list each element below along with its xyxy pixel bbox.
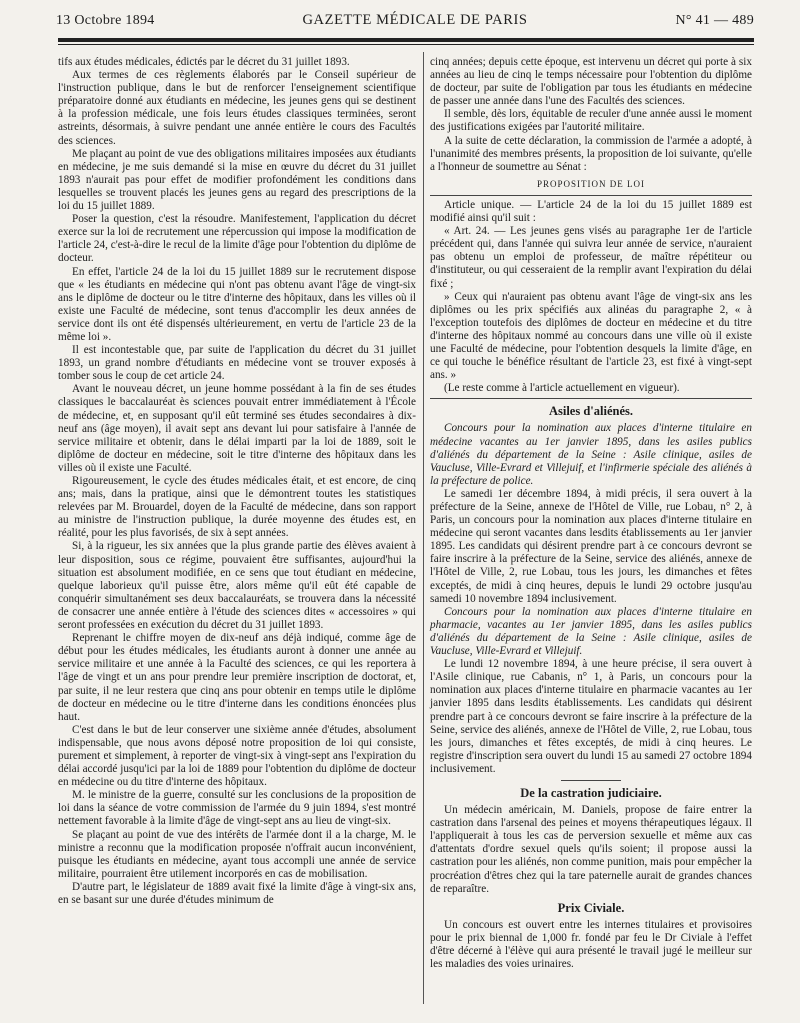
concours-heading-pharmacie: Concours pour la nomination aux places d'interne titulaire en pharmacie, vacantes au 1er janvier 1895, dans les asiles publics d'aliénés du département de la Seine : Asile clinique, asiles de Vaucluse, Ville-Evrard et Villejuif. <box>430 605 752 658</box>
right-column <box>430 56 752 971</box>
paragraph: En effet, l'article 24 de la loi du 15 juillet 1889 sur le recrutement dispose que « les étudiants en médecine qui n'ont pas obtenu avant l'âge de vingt-six ans le diplôme de docteur ou le titre d'interne des hôpitaux, dans les villes où il existe une Faculté de médecine, sont tenus d'accomplir les deux années de service dont ils ont été dispensés ultérieurement, en vertu de l'article 23 de la même loi ». <box>58 265 416 343</box>
section-rule <box>561 780 621 781</box>
paragraph: Un médecin américain, M. Daniels, propose de faire entrer la castration dans l'arsenal des peines et moyens thérapeutiques légaux. Il l'appliquerait à tous les cas de perversion sexuelle et même aux cas d'attentats d'ordre sexuel quels qu'ils soient; il propose aussi la castration pour les aliénés, non comme punition, mais pour empêcher la procréation d'êtres chez qui la tare paternelle aurait de grandes chances de reparaître. <box>430 804 752 895</box>
paragraph: Rigoureusement, le cycle des études médicales était, et est encore, de cinq ans; mais, dans la pratique, ainsi que le démontrent toutes les statistiques relevées par M. Brouardel, doyen de la Faculté de médecine, dans son rapport au ministre de l'instruction publique, la durée moyenne des études est, en réalité, pour les plus favorisés, de six à sept années. <box>58 475 416 540</box>
paragraph: cinq années; depuis cette époque, est intervenu un décret qui porte à six années au lieu de cinq le temps nécessaire pour l'obtention du diplôme de docteur, par suite de l'obligation par tous les étudiants en médecine de passer une année dans l'une des Facultés des sciences. <box>430 56 752 108</box>
paragraph: » Ceux qui n'auraient pas obtenu avant l'âge de vingt-six ans les diplômes ou les prix spécifiés aux alinéas du paragraphe 2, « à l'exception toutefois des diplômes de docteur en médecine et du titre d'interne des hôpitaux nommé au concours dans une ville où il existe une Faculté de médecine, pour l'obtention desquels la limite d'âge, en ce qui touche le bénéfice résultant de l'article 23, est fixé à vingt-sept ans. » <box>430 290 752 382</box>
paragraph: Le lundi 12 novembre 1894, à une heure précise, il sera ouvert à l'Asile clinique, rue Cabanis, n° 1, à Paris, un concours pour la nomination aux places d'interne titulaire en pharmacie vacantes au 1er janvier 1895 dans lesdits établissements. Les candidats qui désirent prendre part à ce concours devront se faire inscrire à la préfecture de la Seine, service des aliénés, annexe de l'Hôtel de Ville, 2, rue Lobau, tous les jours, dimanches et fêtes exceptés, de midi à cinq heures. Le registre d'inscription sera ouvert du lundi 15 au samedi 27 octobre 1894 inclusivement. <box>430 658 752 775</box>
proposition-title: PROPOSITION DE LOI <box>537 178 645 189</box>
left-column <box>58 56 416 907</box>
column-divider <box>423 52 424 1004</box>
prix-title: Prix Civiale. <box>557 900 625 915</box>
paragraph: Aux termes de ces règlements élaborés par le Conseil supérieur de l'instruction publique, dans le but de renforcer l'enseignement scientifique préparatoire donné aux étudiants en médecine, les jeunes gens qui se destinent à la profession médicale, une fois leurs études classiques terminées, seront astreints, désormais, à suivre pendant une année entière le cours des Facultés des sciences. <box>58 69 416 147</box>
paragraph: Il semble, dès lors, équitable de reculer d'une année aussi le moment des justifications exigées par l'autorité militaire. <box>430 108 752 134</box>
paragraph: « Art. 24. — Les jeunes gens visés au paragraphe 1er de l'article précédent qui, dans l'année qui suivra leur année de service, n'auraient pas obtenu un emploi de professeur, de maître répétiteur ou d'instituteur, ou qui cesseraient de la remplir avant l'expiration du délai fixé ; <box>430 225 752 290</box>
paragraph: Se plaçant au point de vue des intérêts de l'armée dont il a la charge, M. le ministre a reconnu que la modification proposée n'offrait aucun inconvénient, puisque les étudiants en médecine, ayant tous accompli une année de service militaire, pourraient être utilement incorporés en cas de mobilisation. <box>58 828 416 880</box>
section-rule <box>430 398 752 399</box>
concours-heading-medecine: Concours pour la nomination aux places d'interne titulaire en médecine vacantes au 1er janvier 1895, dans les asiles publics d'aliénés du département de la Seine : Asile clinique, asiles de Vaucluse, Ville-Evrard et Villejuif, et l'infirmerie spéciale des aliénés à la préfecture de police. <box>430 422 752 487</box>
header-rule-thick <box>58 38 754 42</box>
paragraph: Reprenant le chiffre moyen de dix-neuf ans déjà indiqué, comme âge de début pour les études médicales, les étudiants auront à donner une année au service militaire et une année à la Faculté des sciences, ce qui les reportera à l'âge de vingt et un ans pour prendre leur première inscription de doctorat, et, par suite, il ne leur restera que cinq ans pour obtenir en temps utile le diplôme de docteur en médecine ou le titre d'interne dans les conditions énoncées plus haut. <box>58 632 416 723</box>
paragraph: (Le reste comme à l'article actuellement en vigueur). <box>444 382 680 395</box>
paragraph: M. le ministre de la guerre, consulté sur les conclusions de la proposition de loi dans la séance de votre commission de l'armée du 9 juin 1894, s'est montré nettement favorable à la limite d'âge de vingt-sept ans au lieu de vingt-six. <box>58 789 416 828</box>
paragraph: C'est dans le but de leur conserver une sixième année d'études, absolument indispensable, que nous avons déposé notre proposition de loi qui consiste, purement et simplement, à reporter de vingt-six à vingt-sept ans l'expiration du délai accordé jusqu'ici par la loi de 1889 pour l'obtention du diplôme de docteur en médecine ou du titre d'interne des hôpitaux. <box>58 723 416 789</box>
paragraph: Si, à la rigueur, les six années que la plus grande partie des élèves avaient à leur disposition, sous ce régime, pouvaient être suffisantes, aujourd'hui la situation est absolument modifiée, en ce sens que tout étudiant en médecine, quelque laborieux qu'il puisse être, alors même qu'il eût été capable de conquérir simultanément ses deux baccalauréats, se trouvera dans la nécessité de consacrer une année entière à l'étude des sciences dites « accessoires » qui seront professées en exécution du décret du 31 juillet 1893. <box>58 540 416 632</box>
paragraph: A la suite de cette déclaration, la commission de l'armée a adopté, à l'unanimité des membres présents, la proposition de loi suivante, qu'elle a l'honneur de soumettre au Sénat : <box>430 134 752 173</box>
castration-title: De la castration judiciaire. <box>520 785 662 800</box>
paragraph: Un concours est ouvert entre les internes titulaires et provisoires pour le prix biennal de 1,000 fr. fondé par feu le Dr Civiale à l'effet d'être décerné à l'élève qui aura présenté le travail jugé le meilleur sur les maladies des voies urinaires. <box>430 918 752 971</box>
asiles-title: Asiles d'aliénés. <box>548 404 634 419</box>
paragraph: Avant le nouveau décret, un jeune homme possédant à la fin de ses études classiques le baccalauréat ès sciences pouvait entrer immédiatement à l'École de médecine, et, en supposant qu'il eût terminé ses études secondaires à dix-neuf ans (âge moyen), il avait sept ans devant lui pour satisfaire à l'année de service militaire et obtenir, dans le délai imparti par la loi de 1889, soit le diplôme de docteur en médecine, soit le titre d'interne des hôpitaux dans les villes où il existe une Faculté. <box>58 383 416 474</box>
header-rule-thin <box>58 44 754 45</box>
paragraph: D'autre part, le législateur de 1889 avait fixé la limite d'âge à vingt-six ans, en se basant sur une durée d'études minimum de <box>58 880 416 906</box>
header-number: N° 41 — 489 <box>675 13 754 28</box>
paragraph: Il est incontestable que, par suite de l'application du décret du 31 juillet 1893, un grand nombre d'étudiants en médecine vont se trouver exposés à tomber sous le coup de cet article 24. <box>58 344 416 383</box>
page-header <box>56 12 754 34</box>
section-rule <box>430 195 752 196</box>
paragraph: tifs aux études médicales, édictés par le décret du 31 juillet 1893. <box>58 56 350 68</box>
paragraph: Poser la question, c'est la résoudre. Manifestement, l'application du décret exerce sur la loi de recrutement une répercussion qui impose la modification de l'article 24, c'est-à-dire le recul de la limite d'âge pour l'obtention du diplôme de docteur. <box>58 213 416 265</box>
paragraph: Article unique. — L'article 24 de la loi du 15 juillet 1889 est modifié ainsi qu'il suit : <box>430 198 752 225</box>
paragraph: Me plaçant au point de vue des obligations militaires imposées aux étudiants en médecine, je me suis demandé si la mise en œuvre du décret du 31 juillet 1893 n'aurait pas pour effet de modifier profondément les conditions dans lesquelles se trouvent placés les jeunes gens au regard des prescriptions de la loi du 15 juillet 1889. <box>58 147 416 213</box>
paragraph: Le samedi 1er décembre 1894, à midi précis, il sera ouvert à la préfecture de la Seine, annexe de l'Hôtel de Ville, rue Lobau, n° 2, à Paris, un concours pour la nomination aux places d'interne titulaire en médecine qui seront vacantes dans lesdits établissements au 1er janvier 1895. Les candidats qui désirent prendre part à ce concours devront se faire inscrire à la préfecture de la Seine, service des aliénés, annexe de l'Hôtel de Ville, 2, rue Lobau, tous les jours, les dimanches et fêtes exceptés, de midi à cinq heures, depuis le lundi 29 octobre jusqu'au samedi 10 novembre 1894 inclusivement. <box>430 487 752 605</box>
header-date: 13 Octobre 1894 <box>56 13 155 28</box>
header-title: GAZETTE MÉDICALE DE PARIS <box>302 12 528 28</box>
